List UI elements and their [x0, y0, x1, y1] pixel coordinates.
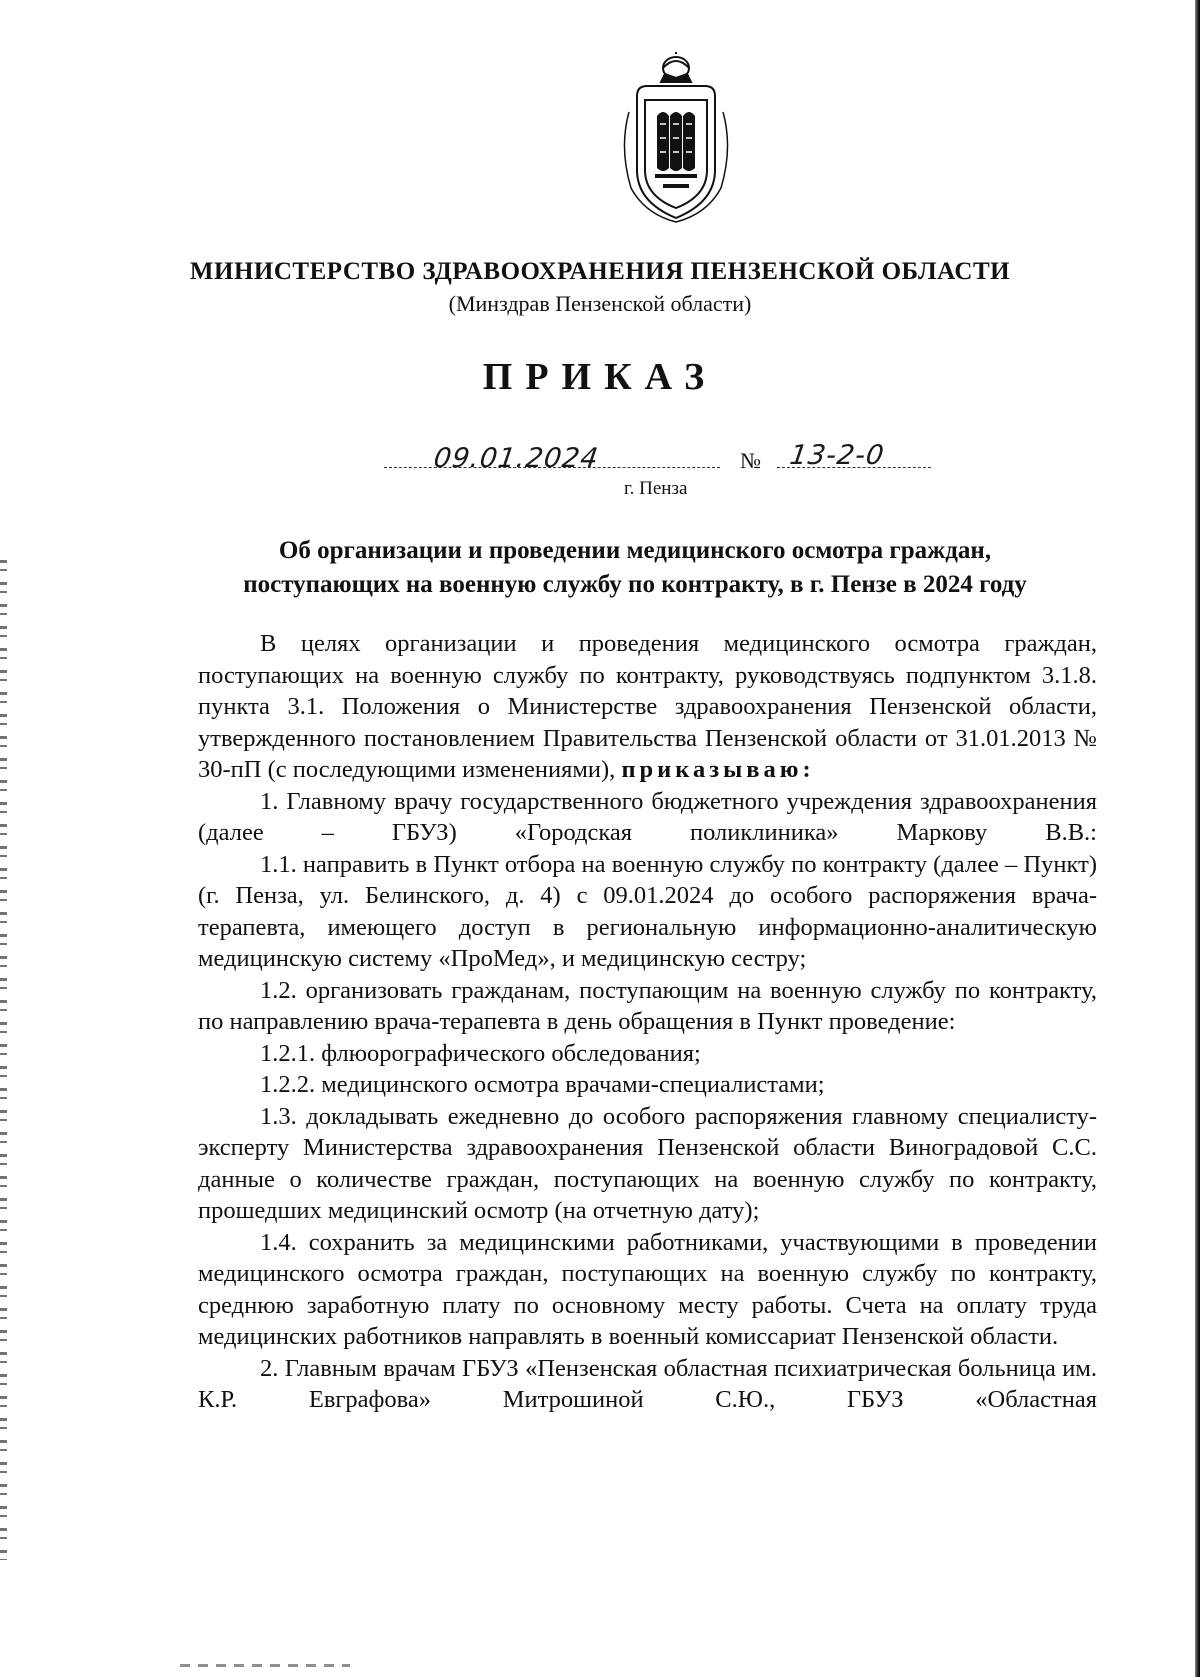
order-item-1-3: 1.3. докладывать ежедневно до особого распоряжения главному специалисту-эксперту Министерства здравоохранения Пензенской области Виноградовой С.С. данные о количестве граждан, поступающих на военную службу по контракту, прошедших медицинский осмотр (на отчетную дату);: [198, 1102, 1097, 1224]
handwritten-number: 13-2-0: [787, 440, 887, 471]
number-sign: №: [740, 448, 761, 473]
order-item-2: 2. Главным врачам ГБУЗ «Пензенская областная психиатрическая больница им. К.Р. Евграфова» Митрошиной С.Ю., ГБУЗ «Областная: [198, 1354, 1097, 1413]
issue-city: г. Пенза: [624, 478, 688, 499]
document-type-title: ПРИКАЗ: [482, 356, 718, 398]
order-body: [198, 628, 1097, 1416]
order-item-1-1: 1.1. направить в Пункт отбора на военную службу по контракту (далее – Пункт) (г. Пенза, ул. Белинского, д. 4) с 09.01.2024 до особого распоряжения врача-терапевта, имеющего доступ в региональную информационно-аналитическую медицинскую систему «ПроМед», и медицинскую сестру;: [198, 850, 1097, 972]
subject-line-2: поступающих на военную службу по контракту, в г. Пензе в 2024 году: [243, 571, 1027, 598]
order-item-1-2: 1.2. организовать гражданам, поступающим на военную службу по контракту, по направлению врача-терапевта в день обращения в Пункт проведение:: [198, 976, 1097, 1035]
coat-of-arms-icon: [617, 52, 735, 224]
scan-edge-right: [1195, 0, 1200, 1677]
subject-line-1: Об организации и проведении медицинского осмотра граждан,: [278, 537, 992, 564]
order-keyword: приказываю:: [621, 756, 815, 783]
handwritten-date: 09.01.2024: [431, 443, 601, 474]
order-item-1-2-1: 1.2.1. флюорографического обследования;: [260, 1039, 701, 1067]
scan-edge-left: [0, 560, 7, 1560]
scan-noise-bottom: [180, 1664, 350, 1667]
order-item-1-4: 1.4. сохранить за медицинскими работниками, участвующими в проведении медицинского осмотра граждан, поступающих на военную службу по контракту, среднюю заработную плату по основному месту работы. Счета на оплату труда медицинских работников направлять в военный комиссариат Пензенской области.: [198, 1228, 1097, 1350]
preamble-text: В целях организации и проведения медицинского осмотра граждан, поступающих на военную службу по контракту, руководствуясь подпунктом 3.1.8. пункта 3.1. Положения о Министерстве здравоохранения Пензенской области, утвержденного постановлением Правительства Пензенской области от 31.01.2013 № 30-пП (с последующими изменениями),: [198, 630, 1097, 783]
order-item-1-2-2: 1.2.2. медицинского осмотра врачами-специалистами;: [260, 1071, 825, 1098]
order-item-1: 1. Главному врачу государственного бюджетного учреждения здравоохранения (далее – ГБУЗ) «Городская поликлиника» Маркову В.В.:: [198, 787, 1097, 846]
organization-name: МИНИСТЕРСТВО ЗДРАВООХРАНЕНИЯ ПЕНЗЕНСКОЙ ОБЛАСТИ: [189, 258, 1011, 285]
preamble-paragraph: [198, 628, 1097, 786]
order-subject: [170, 534, 1100, 602]
organization-short-name: (Минздрав Пензенской области): [448, 291, 752, 316]
